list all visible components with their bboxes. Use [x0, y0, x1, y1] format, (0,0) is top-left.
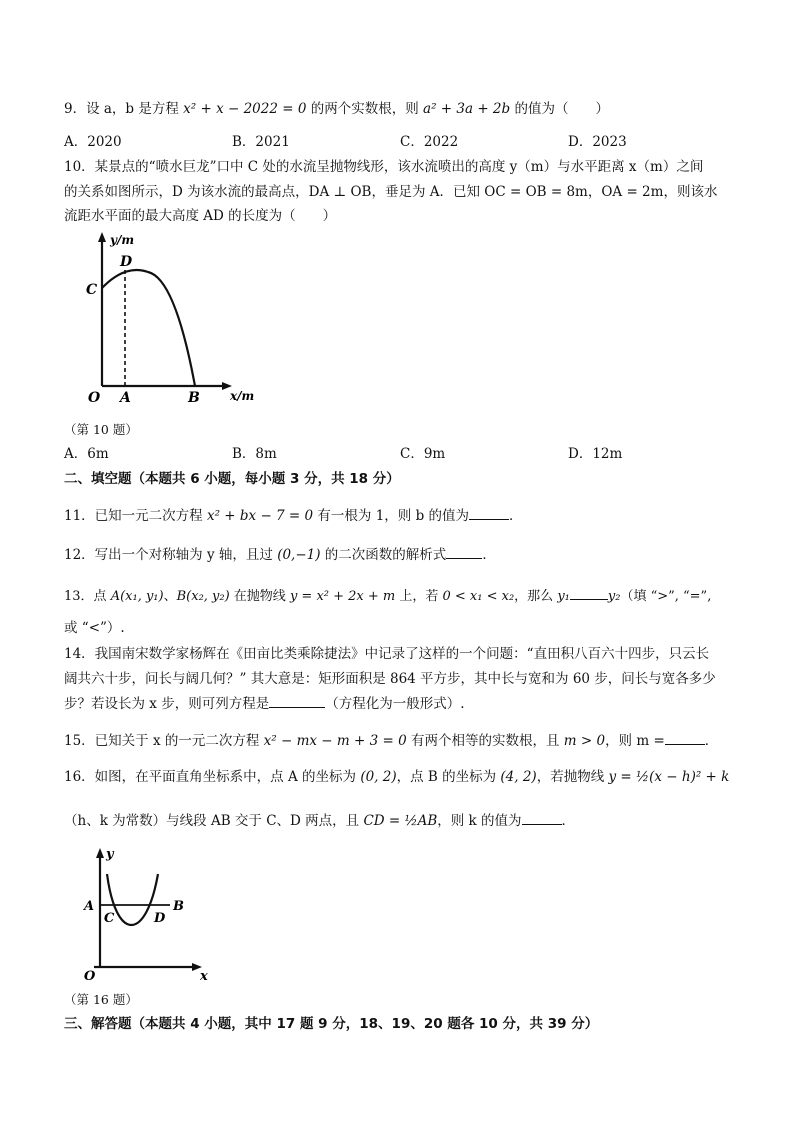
q16-equation: y = ½(x − h)² + k — [608, 769, 730, 785]
q10-point-c: C — [86, 282, 98, 298]
q11-equation: x² + bx − 7 = 0 — [206, 508, 314, 524]
q15-answer-blank[interactable] — [665, 731, 705, 745]
q11-stem: 11．已知一元二次方程 x² + bx − 7 = 0 有一根为 1，则 b 的值为 ． — [64, 508, 523, 524]
q16-figure — [80, 842, 215, 982]
q10-option-a: A．6m — [64, 446, 109, 462]
q16-point-c: C — [104, 911, 115, 926]
q16-answer-blank[interactable] — [522, 811, 562, 825]
q10-y-label: y/m — [110, 233, 135, 247]
q12-answer-blank[interactable] — [446, 545, 482, 559]
q12-stem: 12．写出一个对称轴为 y 轴，且过 (0,−1) 的二次函数的解析式 ． — [64, 547, 496, 563]
q13-line2: 或 “<”）. — [64, 620, 125, 636]
q16-point-b: (4, 2) — [500, 769, 537, 785]
q13-equation: y = x² + 2x + m — [289, 589, 396, 604]
q10-figure — [80, 228, 255, 408]
q16-point-a: (0, 2) — [360, 769, 397, 785]
q10-line2: 的关系如图所示，D 为该水流的最高点，DA ⊥ OB，垂足为 A．已知 OC = OB = 8m，OA = 2m，则该水 — [64, 184, 718, 200]
q13-point-b: B(x₂, y₂) — [176, 589, 230, 604]
q10-point-o: O — [88, 390, 101, 406]
q14-answer-blank[interactable] — [269, 694, 325, 708]
q16-point-d: D — [154, 911, 166, 926]
q16-caption: （第 16 题） — [64, 992, 138, 1007]
q16-line2: （h、k 为常数）与线段 AB 交于 C、D 两点，且 CD = ½AB，则 k 的值为 ． — [64, 813, 576, 829]
q13-y1: y₁ — [557, 589, 570, 604]
q10-y-arrow — [98, 232, 106, 242]
q10-option-d: D．12m — [568, 446, 623, 462]
section3-heading: 三、解答题（本题共 4 小题，其中 17 题 9 分，18、19、20 题各 10 分，共 39 分） — [64, 1016, 599, 1032]
q16-point-o: O — [84, 969, 96, 982]
q9-equation: x² + x − 2022 = 0 — [183, 101, 307, 117]
q13-stem: 13．点 A(x₁, y₁)、B(x₂, y₂) 在抛物线 y = x² + 2x + m 上，若 0 < x₁ < x₂，那么 y₁ y₂（填 “>”, “=”, — [64, 586, 711, 606]
q16-point-a: A — [84, 899, 95, 914]
q13-y2: y₂ — [607, 589, 621, 604]
q16-cd-condition: CD = ½AB — [363, 813, 438, 829]
q10-x-label: x/m — [230, 389, 255, 403]
q10-point-a: A — [120, 390, 131, 406]
q10-point-d: D — [120, 254, 133, 270]
q14-line2: 阔共六十步，问长与阔几何？” 其大意是：矩形面积是 864 平方步，其中长与宽和为 60 步，问长与宽各多少 — [64, 671, 716, 687]
q14-line3: 步？若设长为 x 步，则可列方程是 （方程化为一般形式）. — [64, 696, 465, 712]
q13-answer-blank[interactable] — [570, 586, 608, 600]
q10-line1: 10．某景点的“喷水巨龙”口中 C 处的水流呈抛物线形，该水流喷出的高度 y（m）与水平距离 x（m）之间 — [64, 159, 704, 175]
q10-line3: 流距水平面的最大高度 AD 的长度为（ ） — [64, 208, 337, 224]
q10-option-c: C．9m — [400, 446, 446, 462]
q10-point-b: B — [188, 390, 200, 406]
q10-option-b: B．8m — [232, 446, 277, 462]
q16-parabola — [107, 874, 158, 925]
q9-option-c: C．2022 — [400, 134, 459, 150]
q10-parabola — [102, 270, 195, 386]
q15-stem: 15．已知关于 x 的一元二次方程 x² − mx − m + 3 = 0 有两个相等的实数根，且 m > 0，则 m = ． — [64, 733, 719, 749]
q16-y-arrow — [96, 848, 104, 858]
q13-condition: 0 < x₁ < x₂ — [442, 589, 515, 604]
q16-x-label: x — [200, 969, 208, 982]
section2-heading: 二、填空题（本题共 6 小题，每小题 3 分，共 18 分） — [64, 471, 400, 487]
q9-option-d: D．2023 — [568, 134, 627, 150]
q15-condition: m > 0 — [563, 733, 606, 749]
q11-answer-blank[interactable] — [469, 506, 509, 520]
q16-line1: 16．如图，在平面直角坐标系中，点 A 的坐标为 (0, 2)，点 B 的坐标为 (4, 2)，若抛物线 y = ½(x − h)² + k — [64, 769, 730, 785]
q13-point-a: A(x₁, y₁) — [110, 589, 164, 604]
q9-option-a: A．2020 — [64, 134, 122, 150]
q16-point-b: B — [173, 899, 184, 914]
q9-stem: 9．设 a，b 是方程 x² + x − 2022 = 0 的两个实数根，则 a² + 3a + 2b 的值为（ ） — [64, 101, 609, 117]
q9-expression: a² + 3a + 2b — [423, 101, 511, 117]
q14-line1: 14．我国南宋数学家杨辉在《田亩比类乘除捷法》中记录了这样的一个问题：“直田积八百六十四步，只云长 — [64, 646, 710, 662]
q9-option-b: B．2021 — [232, 134, 290, 150]
q15-equation: x² − mx − m + 3 = 0 — [263, 733, 407, 749]
q10-caption: （第 10 题） — [64, 422, 138, 437]
q16-y-label: y — [106, 847, 114, 862]
q12-point: (0,−1) — [277, 547, 321, 563]
